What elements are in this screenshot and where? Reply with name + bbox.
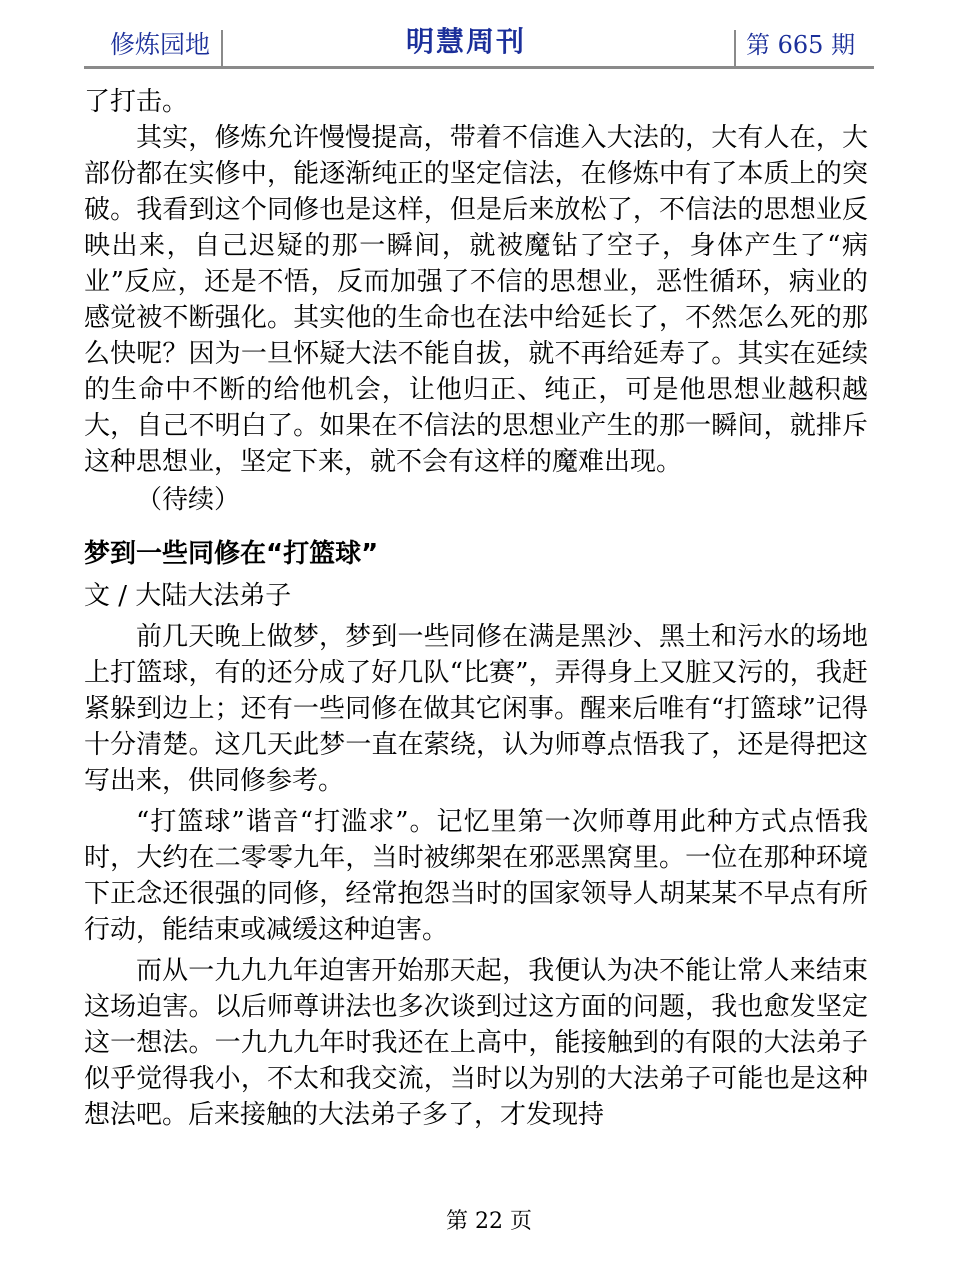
body-paragraph: 而从一九九九年迫害开始那天起，我便认为决不能让常人来结束这场迫害。以后师尊讲法也多次谈到过这方面的问题，我也愈发坚定这一想法。一九九九年时我还在上高中，能接触到的有限的大法弟子似乎觉得我小，不太和我交流，当时以为别的大法弟子可能也是这种想法吧。后来接触的大法弟子多了，才发现持: [84, 956, 868, 1130]
to-be-continued: （待续）: [136, 485, 241, 515]
body-paragraph: 其实，修炼允许慢慢提高，带着不信進入大法的，大有人在，大部份都在实修中，能逐渐纯正的坚定信法，在修炼中有了本质上的突破。我看到这个同修也是这样，但是后来放松了，不信法的思想业反映出来，自己迟疑的那一瞬间，就被魔钻了空子，身体产生了“病业”反应，还是不悟，反而加强了不信的思想业，恶性循环，病业的感觉被不断强化。其实他的生命也在法中给延长了，不然怎么死的那么快呢？因为一旦怀疑大法不能自拔，就不再给延寿了。其实在延续的生命中不断的给他机会，让他归正、纯正，可是他思想业越积越大，自己不明白了。如果在不信法的思想业产生的那一瞬间，就排斥这种思想业，坚定下来，就不会有这样的魔难出现。: [84, 123, 868, 477]
page-header: [84, 25, 874, 68]
header-divider: [221, 30, 223, 66]
issue-number: 第 665 期: [746, 31, 856, 59]
header-rule: [84, 66, 874, 69]
article-title: 梦到一些同修在“打篮球”: [84, 539, 379, 569]
body-paragraph: “打篮球”谐音“打滥求”。记忆里第一次师尊用此种方式点悟我时，大约在二零零九年，当时被绑架在邪恶黑窝里。一位在那种环境下正念还很强的同修，经常抱怨当时的国家领导人胡某某不早点有所行动，能结束或减缓这种迫害。: [84, 807, 868, 945]
page-number: 第 22 页: [446, 1209, 532, 1234]
article-byline: 文 / 大陆大法弟子: [84, 581, 292, 611]
section-name: 修炼园地: [110, 30, 211, 59]
page-content: [84, 84, 868, 1133]
publication-title: 明慧周刊: [406, 25, 527, 58]
body-paragraph: 前几天晚上做梦，梦到一些同修在满是黑沙、黑土和污水的场地上打篮球，有的还分成了好几队“比赛”，弄得身上又脏又污的，我赶紧躲到边上；还有一些同修在做其它闲事。醒来后唯有“打篮球”记得十分清楚。这几天此梦一直在萦绕，认为师尊点悟我了，还是得把这写出来，供同修参考。: [84, 622, 868, 796]
header-divider: [734, 30, 736, 66]
continued-paragraph: 了打击。: [84, 87, 189, 117]
